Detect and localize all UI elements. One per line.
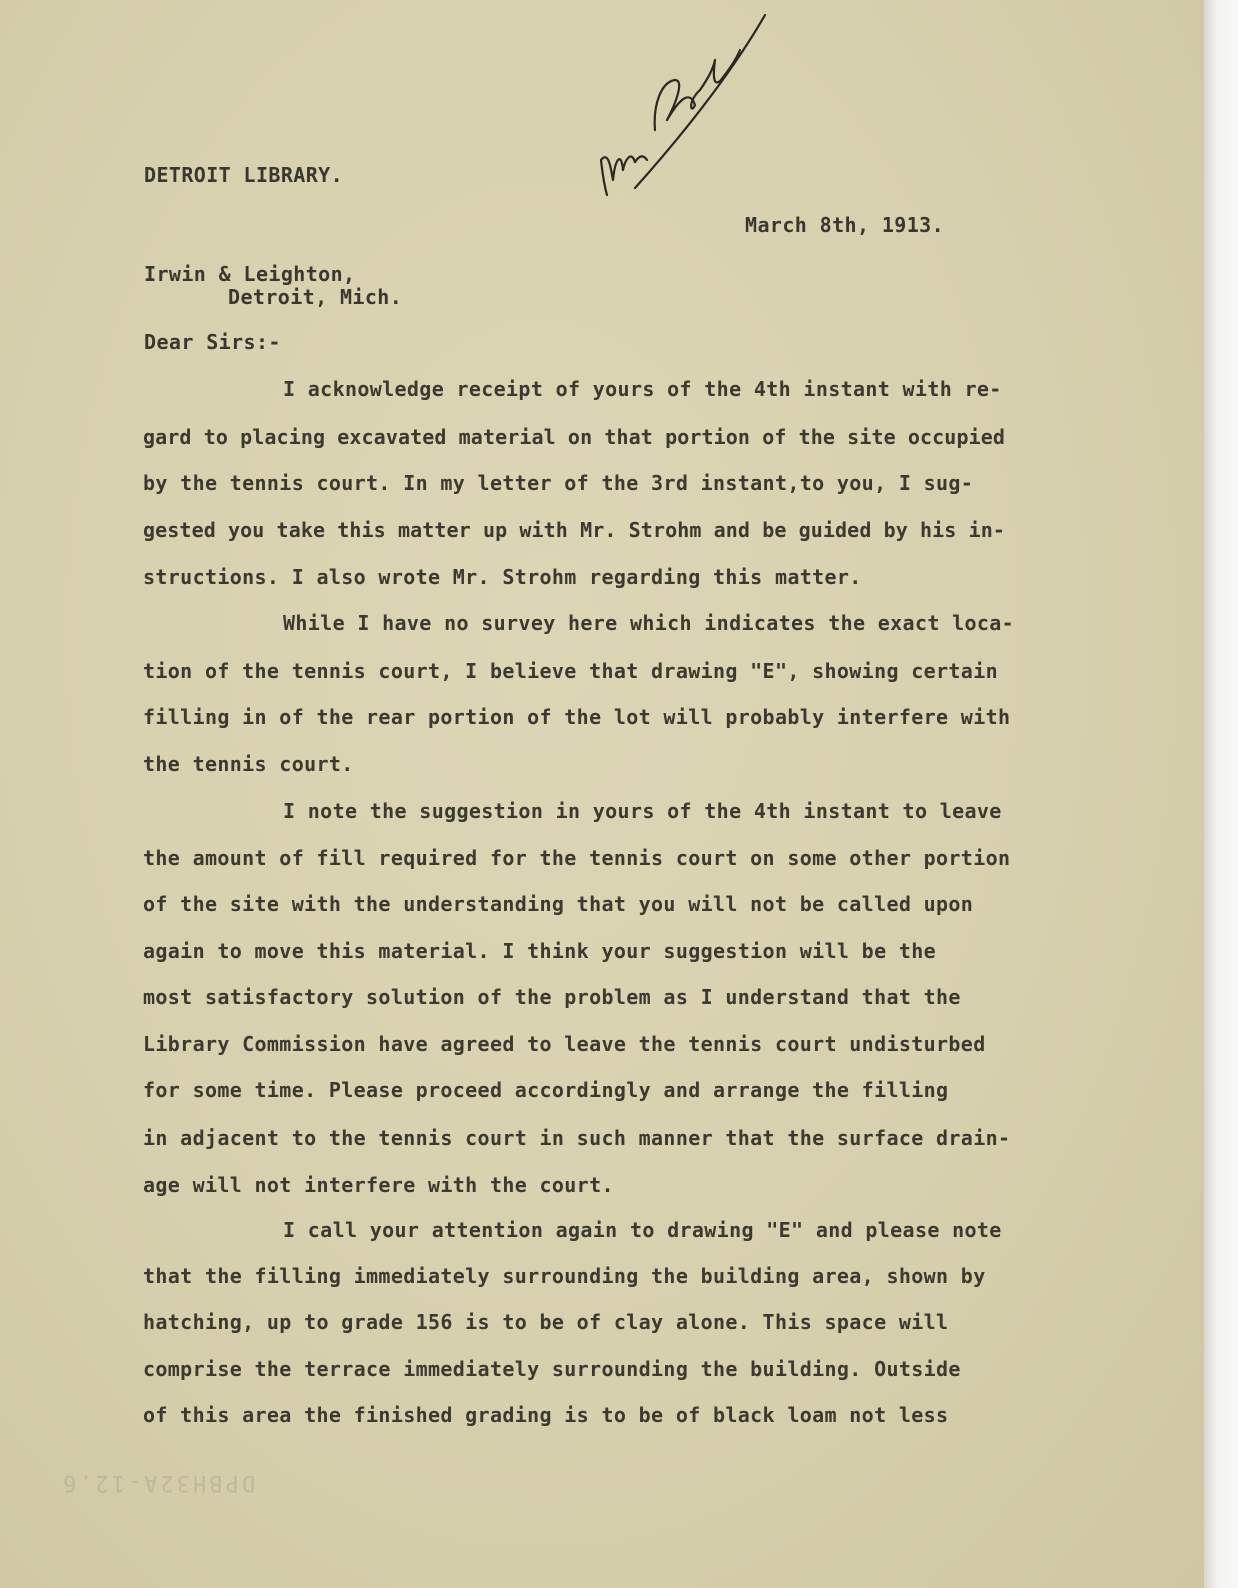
body-line: filling in of the rear portion of the lot will probably interfere with (143, 705, 1011, 729)
letter-date: March 8th, 1913. (745, 213, 945, 237)
body-line: tion of the tennis court, I believe that drawing "E", showing certain (143, 659, 998, 683)
recipient-name: Irwin & Leighton, (144, 262, 356, 286)
body-line: gested you take this matter up with Mr. Strohm and be guided by his in- (143, 518, 1006, 542)
body-line: comprise the terrace immediately surrounding the building. Outside (143, 1357, 961, 1381)
body-line: I call your attention again to drawing "E" and please note (283, 1218, 1002, 1242)
body-line: of the site with the understanding that you will not be called upon (143, 892, 974, 916)
body-line: the amount of fill required for the tennis court on some other portion (143, 846, 1011, 870)
page-edge-background (1204, 0, 1238, 1588)
body-line: I acknowledge receipt of yours of the 4th instant with re- (283, 377, 1002, 401)
letterhead: DETROIT LIBRARY. (144, 163, 344, 187)
faint-archive-stamp: DPBH32A-12.6 (60, 1470, 255, 1495)
body-line: hatching, up to grade 156 is to be of clay alone. This space will (143, 1310, 949, 1334)
body-line: in adjacent to the tennis court in such manner that the surface drain- (143, 1126, 1011, 1150)
body-line: most satisfactory solution of the problem as I understand that the (143, 985, 961, 1009)
body-line: I note the suggestion in yours of the 4th instant to leave (283, 799, 1002, 823)
body-line: for some time. Please proceed accordingly and arrange the filling (143, 1078, 949, 1102)
body-line: again to move this material. I think your suggestion will be the (143, 939, 937, 963)
body-line: the tennis court. (143, 752, 354, 776)
body-line: age will not interfere with the court. (143, 1173, 614, 1197)
body-line: of this area the finished grading is to be of black loam not less (143, 1403, 949, 1427)
body-line: by the tennis court. In my letter of the 3rd instant,to you, I sug- (143, 471, 974, 495)
body-line: Library Commission have agreed to leave the tennis court undisturbed (143, 1032, 986, 1056)
recipient-city: Detroit, Mich. (228, 285, 403, 309)
salutation: Dear Sirs:- (144, 330, 281, 354)
body-line: structions. I also wrote Mr. Strohm regarding this matter. (143, 565, 862, 589)
body-line: that the filling immediately surrounding the building area, shown by (143, 1264, 986, 1288)
body-line: While I have no survey here which indicates the exact loca- (283, 611, 1015, 635)
body-line: gard to placing excavated material on that portion of the site occupied (143, 425, 1006, 449)
